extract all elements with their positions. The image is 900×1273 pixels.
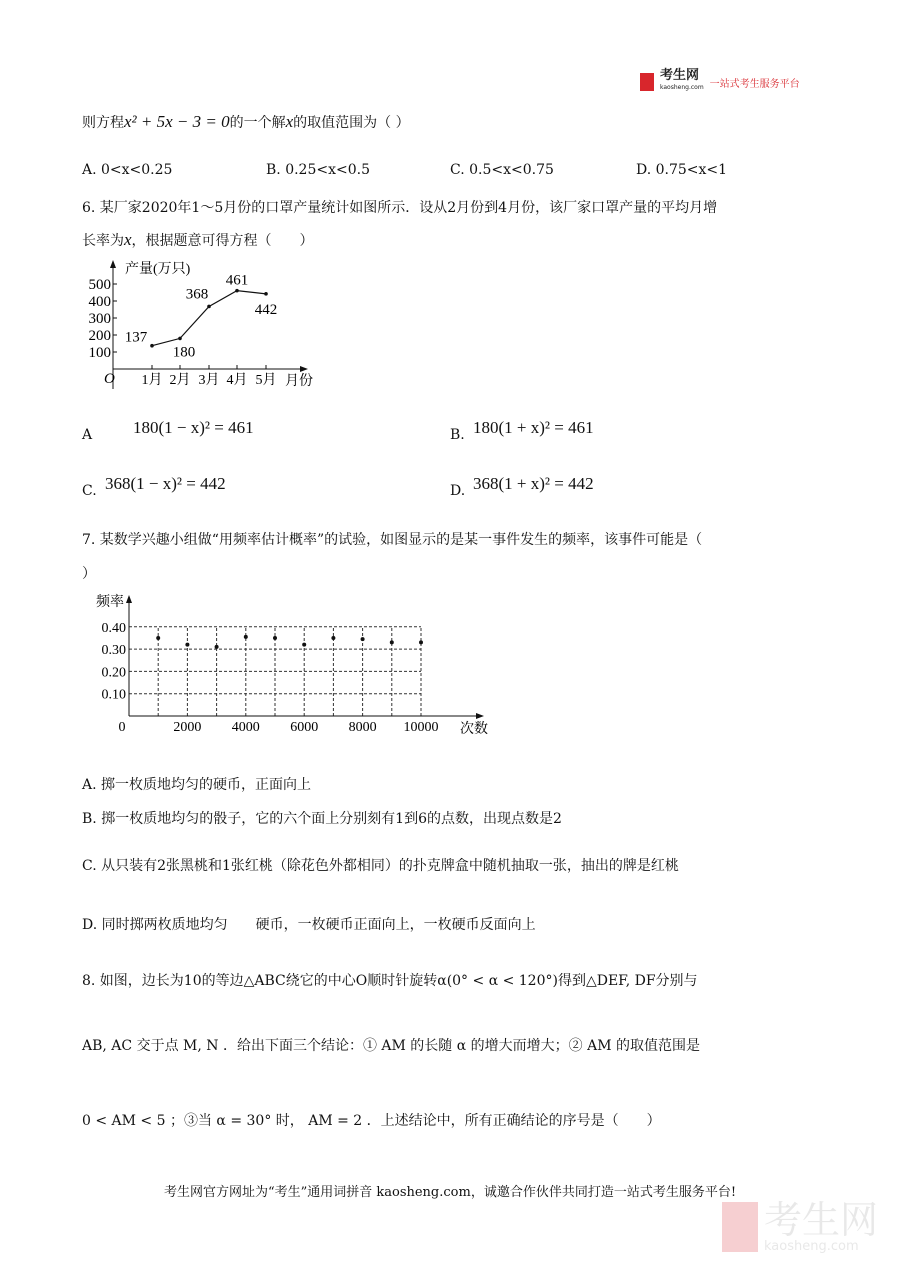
origin-label: O (104, 371, 115, 387)
q7-option-c: C. 从只装有2张黑桃和1张红桃（除花色外都相同）的扑克牌盒中随机抽取一张，抽出的牌是红桃 (82, 858, 679, 874)
data-point (156, 636, 160, 640)
q6-option-d-label: D. (450, 483, 466, 499)
slogan: 一站式考生服务平台 (709, 78, 800, 90)
watermark-icon (722, 1202, 758, 1252)
data-point (207, 305, 211, 309)
y-axis-arrow (126, 595, 132, 603)
y-tick-label: 400 (88, 294, 111, 310)
data-point (331, 636, 335, 640)
data-point (178, 337, 182, 341)
q6-option-b-eq: 180(1 + x)² = 461 (473, 418, 594, 437)
footer-text: 考生网官方网址为“考生”通用词拼音 kaosheng.com，诚邀合作伙伴共同打造一站式考生服务平台! (163, 1185, 737, 1200)
y-tick-label: 500 (88, 277, 111, 293)
x-axis-arrow (300, 366, 308, 372)
production-line (152, 291, 266, 346)
q7-option-d: D. 同时掷两枚质地均匀 硬币，一枚硬币正面向上，一枚硬币反面向上 (82, 917, 536, 933)
data-point (235, 289, 239, 293)
q6-option-c-eq: 368(1 − x)² = 442 (105, 474, 226, 493)
q8-stem-line1: 8. 如图，边长为10的等边△ABC绕它的中心O顺时针旋转α(0° < α < 120°)得到△DEF, DF分别与 (82, 973, 698, 989)
y-tick-label: 0.20 (101, 665, 126, 681)
x-tick-label: 4月 (226, 373, 248, 388)
data-label: 461 (225, 272, 249, 289)
y-tick-label: 0.10 (101, 687, 126, 703)
q7-stem-line2: ） (82, 566, 96, 582)
q7-stem-line1: 7. 某数学兴趣小组做“用频率估计概率”的试验，如图显示的是某一事件发生的频率，该事件可能是（ (82, 532, 703, 548)
data-label: 137 (124, 329, 148, 346)
q5-option-b: B. 0.25<x<0.5 (266, 162, 370, 178)
x-tick-label: 2000 (173, 720, 202, 735)
x-tick-label: 4000 (231, 720, 260, 735)
y-axis-arrow (110, 260, 116, 268)
data-point (273, 636, 277, 640)
q6-stem-line1: 6. 某厂家2020年1～5月份的口罩产量统计如图所示．设从2月份到4月份，该厂家口罩产量的平均月增 (82, 200, 718, 216)
q6-option-c-label: C. (82, 483, 97, 499)
q5-option-d: D. 0.75<x<1 (636, 162, 728, 178)
q6-option-d-eq: 368(1 + x)² = 442 (473, 474, 594, 493)
x-tick-label: 1月 (141, 373, 163, 388)
q8-stem-line2: AB, AC 交于点 M, N ．给出下面三个结论：① AM 的长随 α 的增大而增大；② AM 的取值范围是 (82, 1038, 701, 1054)
q5-option-c: C. 0.5<x<0.75 (450, 162, 554, 178)
x-axis-label: 次数 (460, 722, 488, 737)
q8-stem-line3: 0 < AM < 5 ；③当 α = 30° 时， AM = 2 ．上述结论中，所有正确结论的序号是（ ） (82, 1113, 661, 1129)
data-point (419, 640, 423, 644)
data-label: 368 (185, 286, 209, 303)
q6-option-b-label: B. (450, 427, 465, 443)
q6-option-a-label: A (82, 427, 93, 443)
y-tick-label: 0.30 (101, 643, 126, 659)
data-point (390, 640, 394, 644)
data-point (264, 292, 268, 296)
data-label: 180 (172, 344, 196, 361)
q7-option-b: B. 掷一枚质地均匀的骰子，它的六个面上分别刻有1到6的点数，出现点数是2 (82, 811, 562, 827)
x-axis-arrow (476, 713, 484, 719)
x-tick-label: 5月 (255, 373, 277, 388)
logo-text: 考生网 kaosheng.com (660, 68, 704, 91)
y-axis-label: 频率 (96, 595, 124, 610)
data-point (244, 635, 248, 639)
q7-option-a: A. 掷一枚质地均匀的硬币，正面向上 (82, 777, 312, 793)
x-tick-label: 2月 (169, 373, 191, 388)
y-tick-label: 300 (88, 311, 111, 327)
origin-label: 0 (118, 720, 126, 735)
data-point (185, 643, 189, 647)
y-axis-label: 产量(万只) (125, 262, 191, 277)
data-point (215, 645, 219, 649)
x-tick-label: 8000 (348, 720, 377, 735)
q5-stem: 则方程x² + 5x − 3 = 0的一个解x的取值范围为（ ） (82, 112, 410, 131)
y-tick-label: 200 (88, 328, 111, 344)
q6-stem-line2: 长率为x，根据题意可得方程（ ） (82, 230, 314, 249)
y-tick-label: 0.40 (101, 620, 126, 636)
data-point (150, 344, 154, 348)
data-label: 442 (254, 301, 278, 318)
x-axis-label: 月份 (285, 374, 313, 389)
q5-option-a: A. 0<x<0.25 (82, 162, 173, 178)
x-tick-label: 10000 (403, 720, 439, 735)
y-tick-label: 100 (88, 345, 111, 361)
x-tick-label: 3月 (198, 373, 220, 388)
q6-option-a-eq: 180(1 − x)² = 461 (133, 418, 254, 437)
data-point (302, 643, 306, 647)
watermark-logo: 考生网 kaosheng.com (722, 1200, 878, 1254)
x-tick-label: 6000 (290, 720, 319, 735)
data-point (361, 637, 365, 641)
